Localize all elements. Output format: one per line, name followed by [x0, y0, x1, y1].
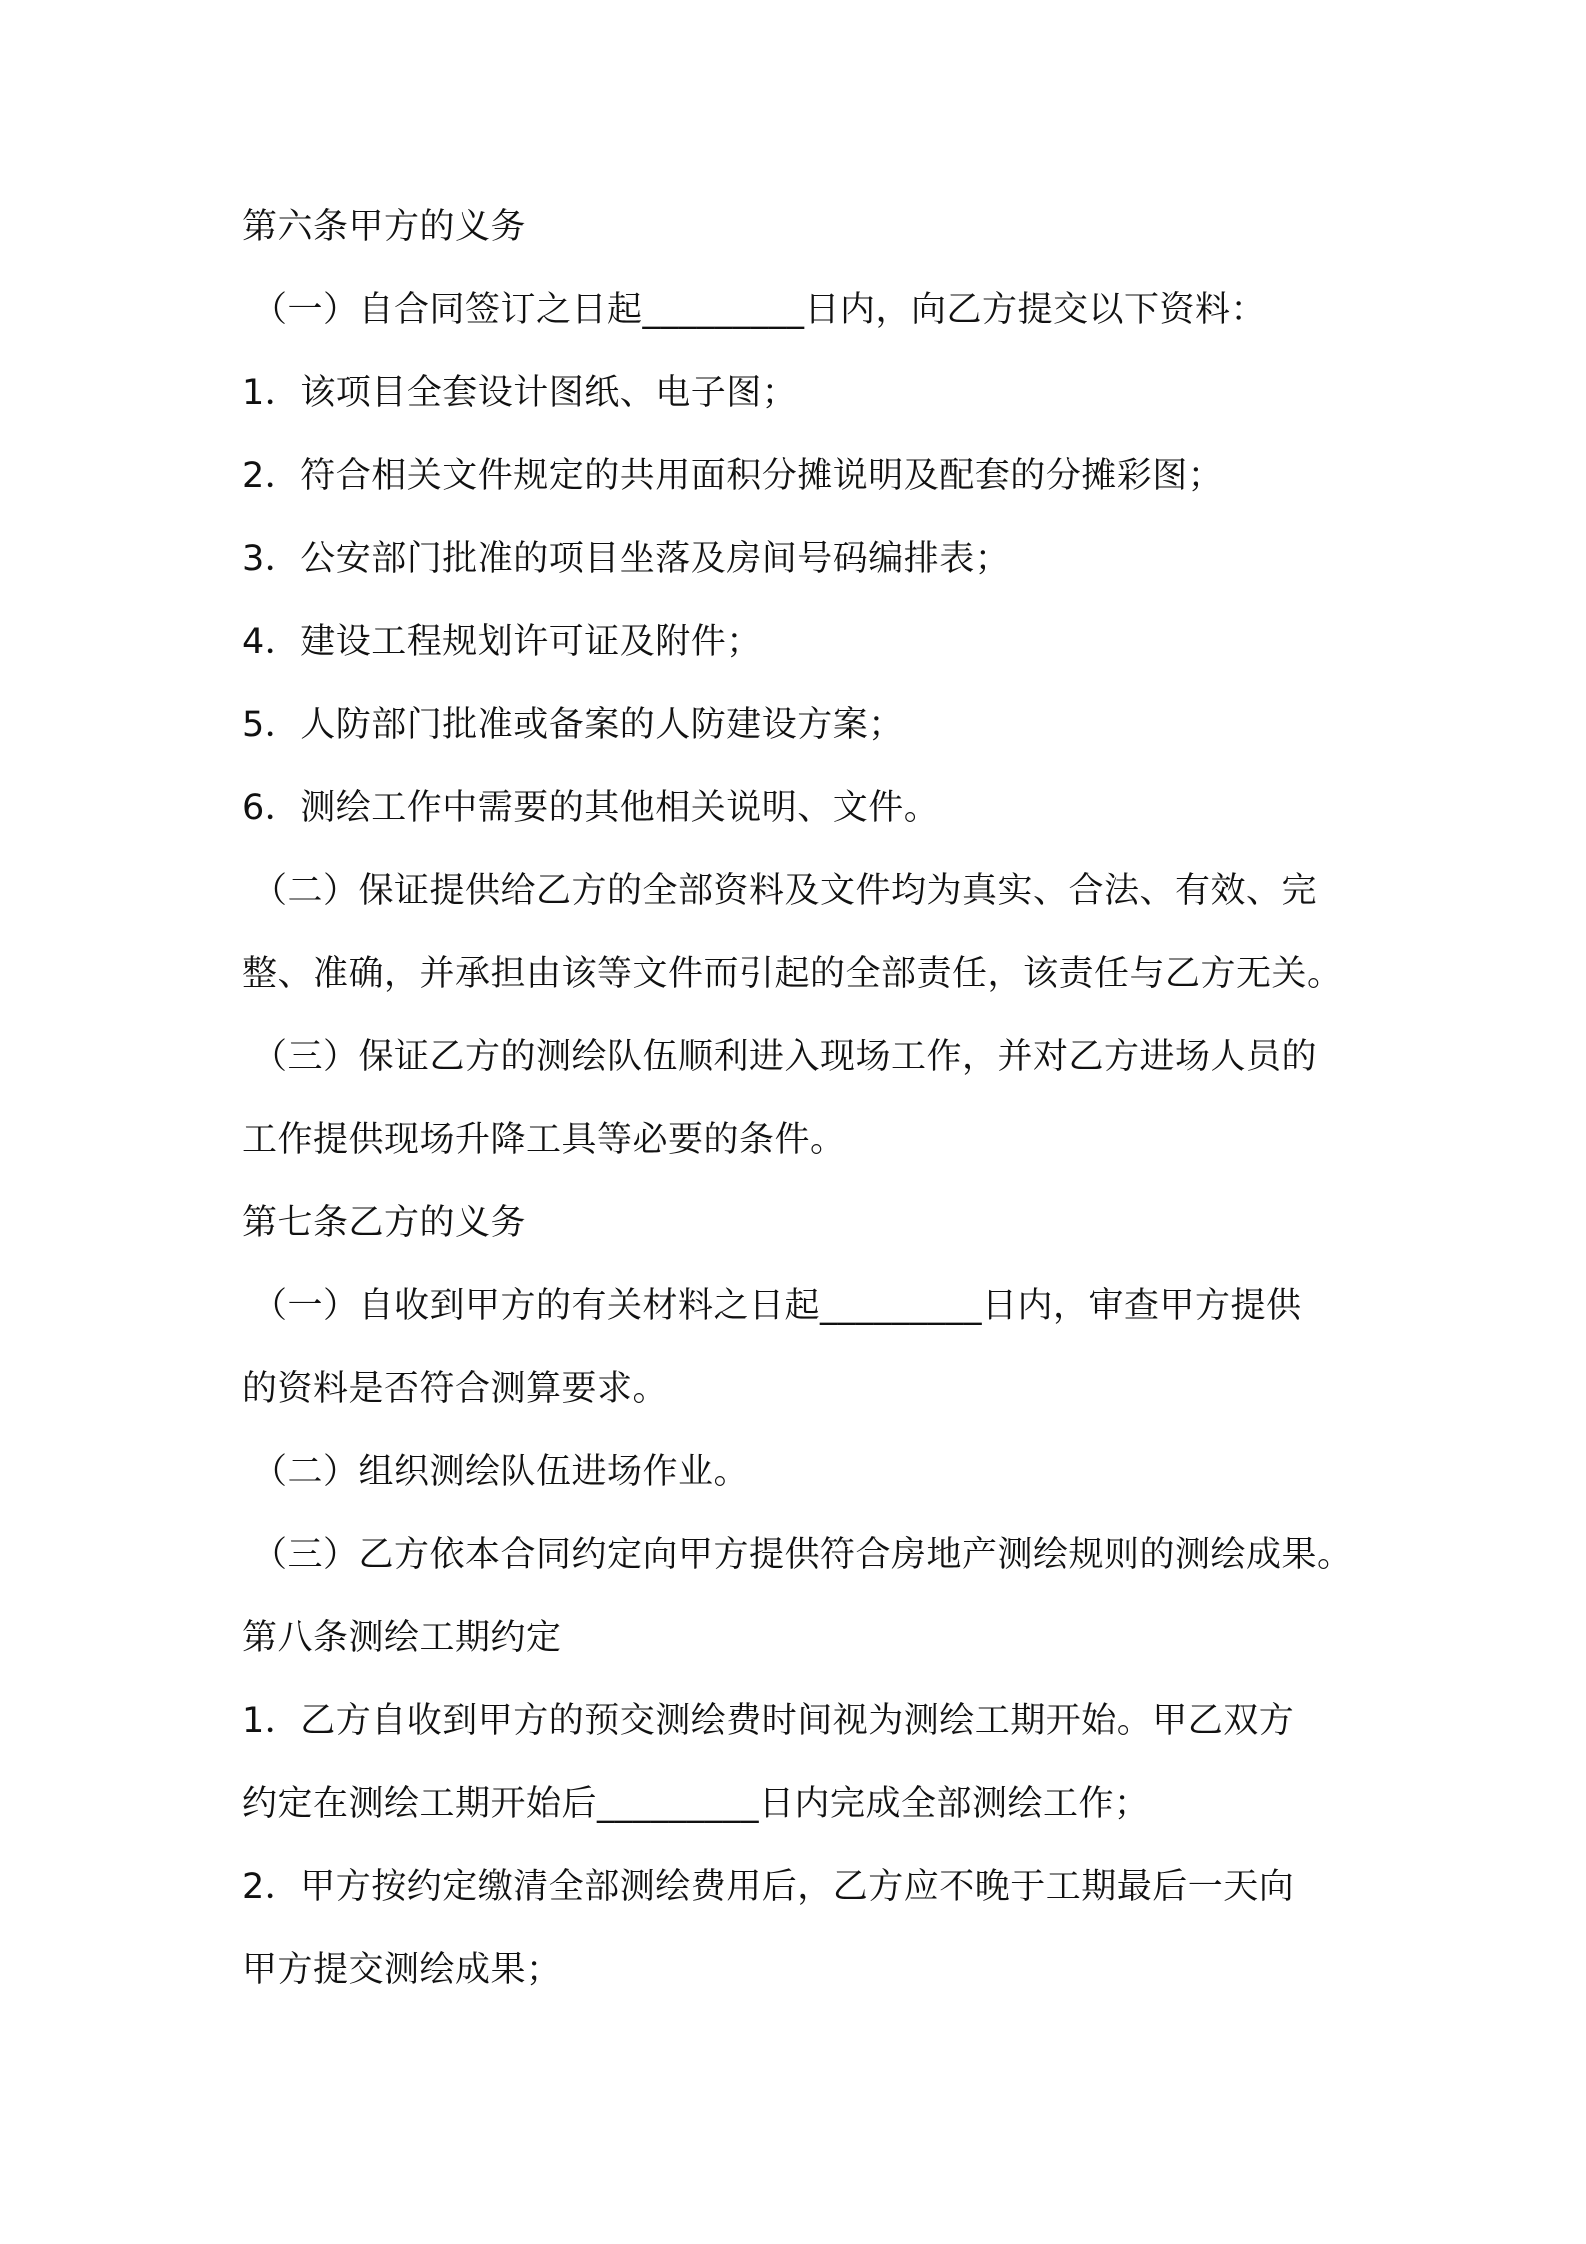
- paragraph-line: （一）自合同签订之日起_________日内，向乙方提交以下资料：: [252, 290, 1267, 330]
- paragraph-line: 约定在测绘工期开始后_________日内完成全部测绘工作；: [242, 1784, 1150, 1824]
- paragraph-line: （一）自收到甲方的有关材料之日起_________日内，审查甲方提供: [252, 1286, 1302, 1326]
- paragraph-line: （二）保证提供给乙方的全部资料及文件均为真实、合法、有效、完: [252, 871, 1318, 911]
- paragraph-line: （三）保证乙方的测绘队伍顺利进入现场工作，并对乙方进场人员的: [252, 1037, 1318, 1077]
- paragraph-line: 6．测绘工作中需要的其他相关说明、文件。: [242, 788, 940, 828]
- paragraph-line: 5．人防部门批准或备案的人防建设方案；: [242, 705, 904, 745]
- paragraph-line: （二）组织测绘队伍进场作业。: [252, 1452, 750, 1492]
- section-heading-article-8: 第八条测绘工期约定: [242, 1618, 562, 1658]
- paragraph-line: 工作提供现场升降工具等必要的条件。: [242, 1120, 846, 1160]
- paragraph-line: 整、准确，并承担由该等文件而引起的全部责任，该责任与乙方无关。: [242, 954, 1343, 994]
- paragraph-line: 3．公安部门批准的项目坐落及房间号码编排表；: [242, 539, 1011, 579]
- paragraph-line: 2．甲方按约定缴清全部测绘费用后，乙方应不晚于工期最后一天向: [242, 1867, 1295, 1907]
- section-heading-article-7: 第七条乙方的义务: [242, 1203, 527, 1243]
- paragraph-line: 2．符合相关文件规定的共用面积分摊说明及配套的分摊彩图；: [242, 456, 1224, 496]
- paragraph-line: 甲方提交测绘成果；: [242, 1950, 562, 1990]
- paragraph-line: （三）乙方依本合同约定向甲方提供符合房地产测绘规则的测绘成果。: [252, 1535, 1353, 1575]
- section-heading-article-6: 第六条甲方的义务: [242, 207, 527, 247]
- paragraph-line: 1．乙方自收到甲方的预交测绘费时间视为测绘工期开始。甲乙双方: [242, 1701, 1295, 1741]
- paragraph-line: 的资料是否符合测算要求。: [242, 1369, 669, 1409]
- paragraph-line: 1．该项目全套设计图纸、电子图；: [242, 373, 798, 413]
- paragraph-line: 4．建设工程规划许可证及附件；: [242, 622, 762, 662]
